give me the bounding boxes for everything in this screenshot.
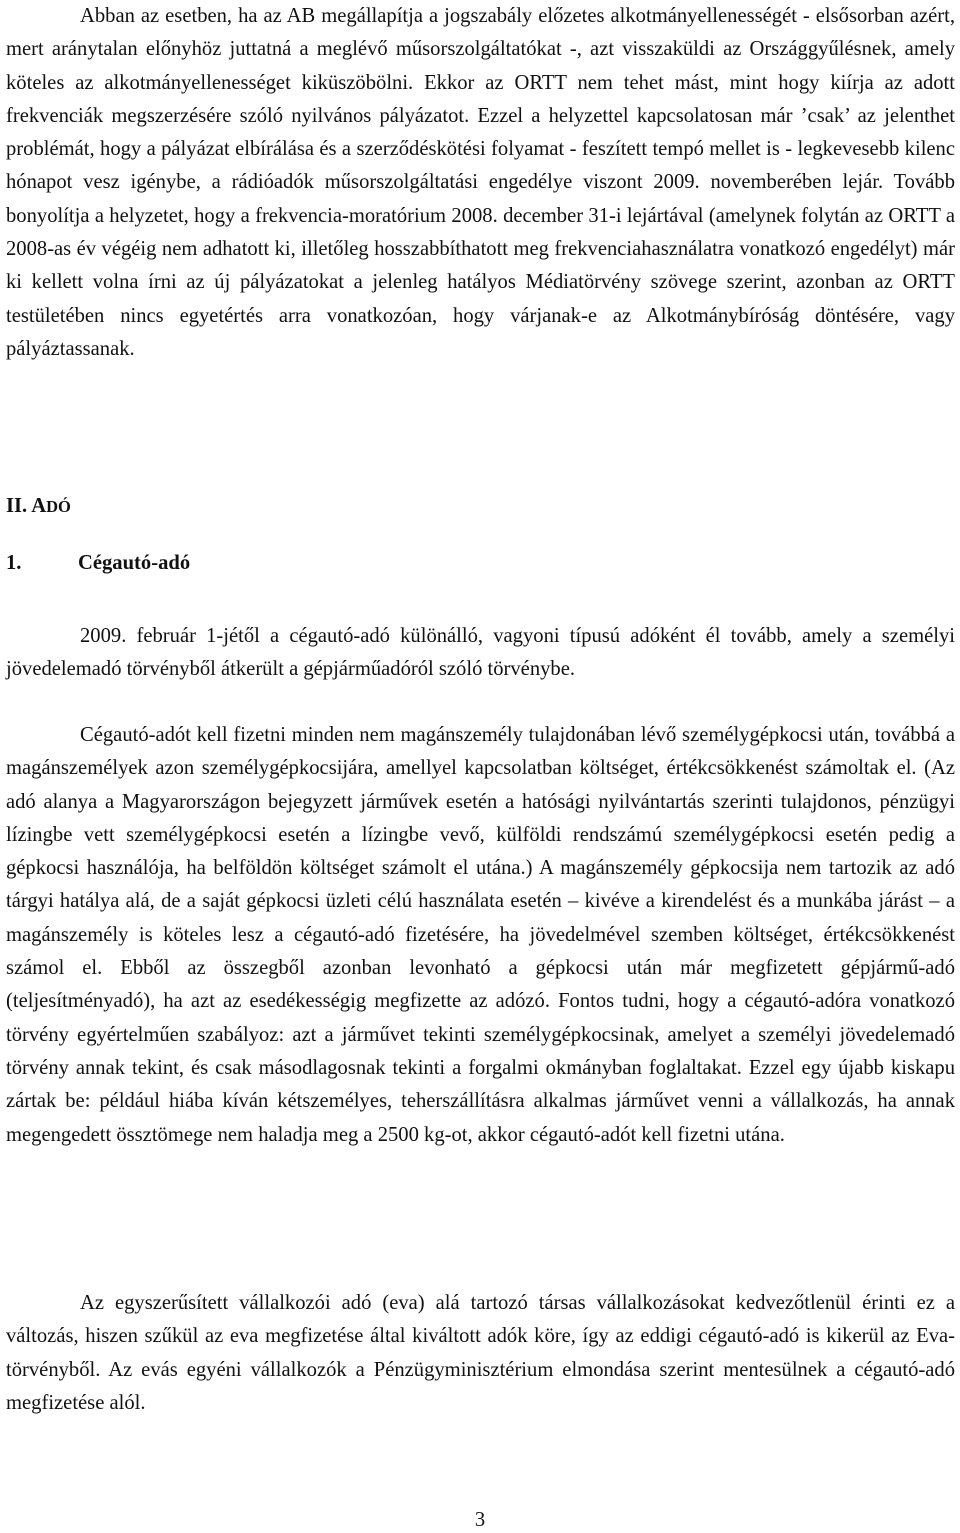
subsection-title: Cégautó-adó bbox=[78, 552, 191, 574]
section-heading bbox=[6, 491, 71, 522]
paragraph-cegauto-intro: 2009. február 1-jétől a cégautó-adó különálló, vagyoni típusú adóként él tovább, amely a személyi jövedelemadó törvényből átkerült a gépjárműadóról szóló törvénybe. bbox=[6, 625, 955, 681]
section-title-initial: A bbox=[31, 495, 47, 517]
paragraph-cegauto-details: Cégautó-adót kell fizetni minden nem magánszemély tulajdonában lévő személygépkocsi után, továbbá a magánszemélyek azon személygépkocsijára, amellyel kapcsolatban költséget, értékcsökkenést számoltak el. (Az adó alanya a Magyarországon bejegyzett járművek esetén a hatósági nyilvántartás szerinti tulajdonos, pénzügyi lízingbe vett személygépkocsi esetén a lízingbe vevő, külföldi rendszámú személygépkocsi esetén pedig a gépkocsi használója, ha belföldön költséget számolt el utána.) A magánszemély gépkocsija nem tartozik az adó tárgyi hatálya alá, de a saját gépkocsi üzleti célú használata esetén – kivéve a kirendelést és a munkába járást – a magánszemély is köteles lesz a cégautó-adó fizetésére, ha jövedelmével szemben költséget, értékcsökkenést számol el. Ebből az összegből azonban levonható a gépkocsi után már megfizetett gépjármű-adó (teljesítményadó), ha azt az esedékességig megfizette az adózó. Fontos tudni, hogy a cégautó-adóra vonatkozó törvény egyértelműen szabályoz: azt a járművet tekinti személygépkocsinak, amelyet a személyi jövedelemadó törvény annak tekint, és csak másodlagosnak tekinti a forgalmi okmányban foglaltakat. Ezzel egy újabb kiskapu zártak be: például hiába kíván kétszemélyes, teherszállításra alkalmas járművet venni a vállalkozás, ha annak megengedett össztömege nem haladja meg a 2500 kg-ot, akkor cégautó-adót kell fizetni utána. bbox=[6, 724, 955, 1146]
document-page bbox=[6, 0, 955, 1533]
subsection-number: 1. bbox=[6, 552, 22, 574]
subsection-heading bbox=[6, 548, 190, 578]
paragraph-ab-ortt: Abban az esetben, ha az AB megállapítja a jogszabály előzetes alkotmányellenességét - elsősorban azért, mert aránytalan előnyhöz juttatná a meglévő műsorszolgáltatókat -, azt visszaküldi az Országgyűlésnek, amely köteles az alkotmányellenességet kiküszöbölni. Ekkor az ORTT nem tehet mást, mint hogy kiírja az adott frekvenciák megszerzésére szóló nyilvános pályázatot. Ezzel a helyzettel kapcsolatosan már ’csak’ az jelenthet problémát, hogy a pályázat elbírálása és a szerződéskötési folyamat - feszített tempó mellet is - legkevesebb kilenc hónapot vesz igénybe, a rádióadók műsorszolgáltatási engedélye viszont 2009. novemberében lejár. Tovább bonyolítja a helyzetet, hogy a frekvencia-moratórium 2008. december 31-i lejártával (amelynek folytán az ORTT a 2008-as év végéig nem adhatott ki, illetőleg hosszabbíthatott meg frekvenciahasználatra vonatkozó engedélyt) már ki kellett volna írni az új pályázatokat a jelenleg hatályos Médiatörvény szövege szerint, azonban az ORTT testületében nincs egyetértés arra vonatkozóan, hogy várjanak-e az Alkotmánybíróság döntésére, vagy pályáztassanak. bbox=[6, 5, 955, 360]
section-roman-numeral: II. bbox=[6, 495, 28, 517]
page-number: 3 bbox=[474, 1509, 486, 1531]
section-title bbox=[31, 495, 71, 517]
section-title-rest: DÓ bbox=[46, 497, 71, 516]
paragraph-eva: Az egyszerűsített vállalkozói adó (eva) alá tartozó társas vállalkozásokat kedvezőtlenül érinti ez a változás, hiszen szűkül az eva megfizetése által kiváltott adók köre, így az eddigi cégautó-adó is kikerül az Eva-törvényből. Az evás egyéni vállalkozók a Pénzügyminisztérium elmondása szerint mentesülnek a cégautó-adó megfizetése alól. bbox=[6, 1292, 955, 1414]
